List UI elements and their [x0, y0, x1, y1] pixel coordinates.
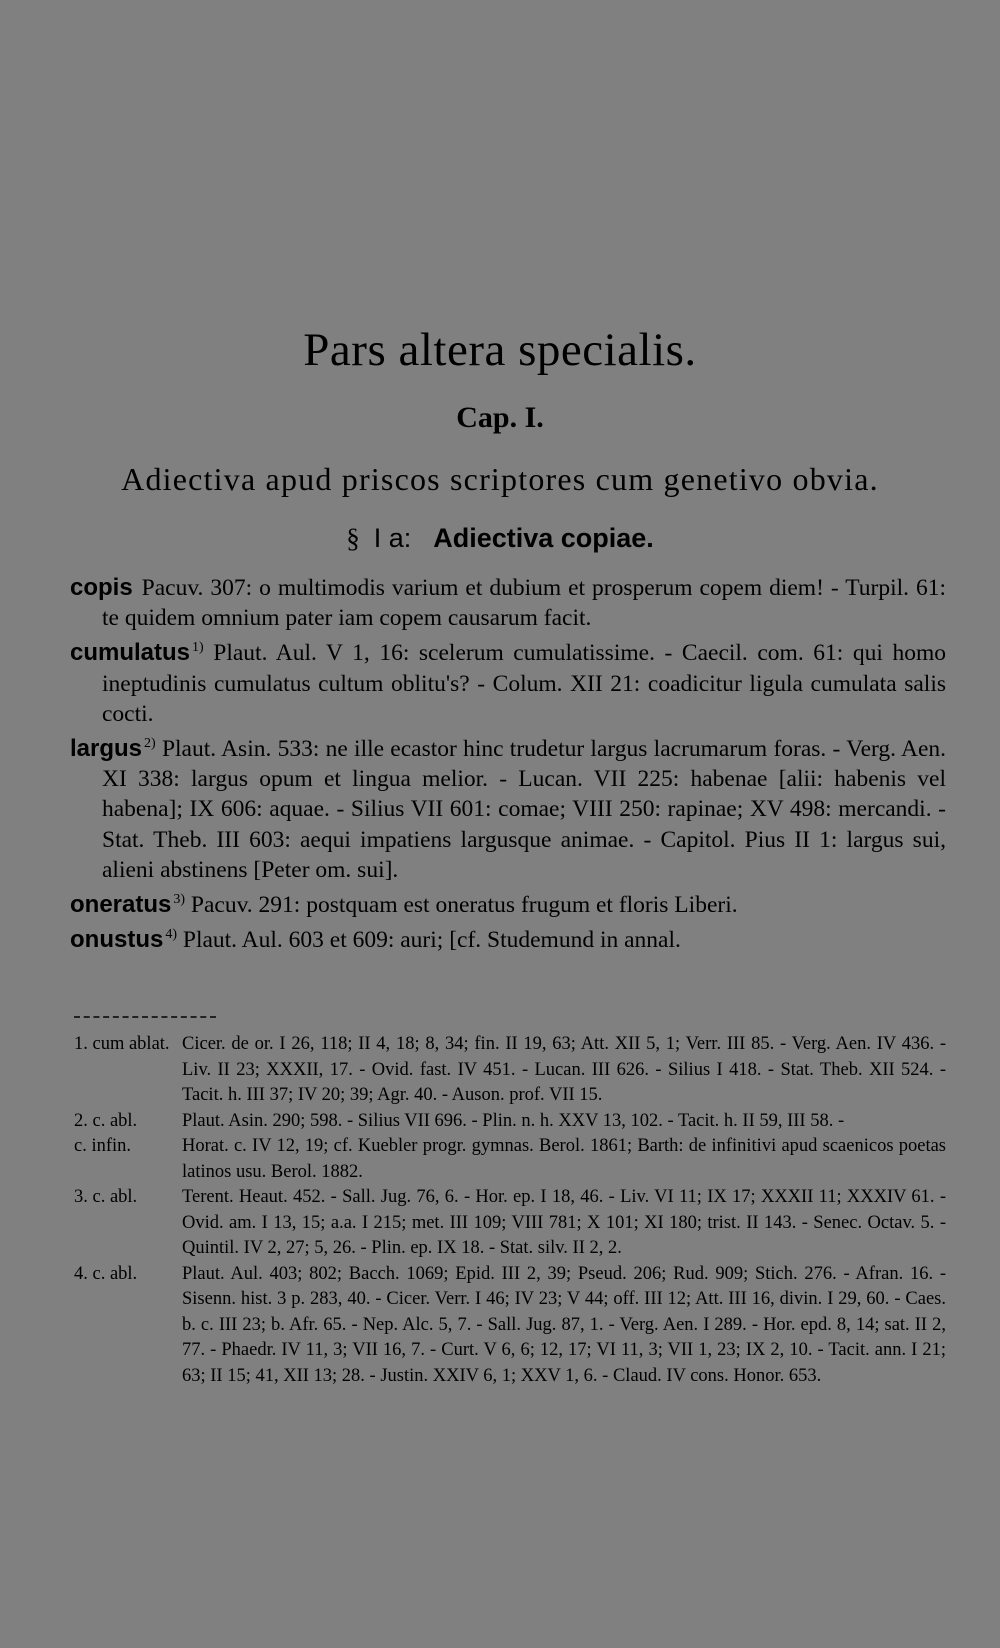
entry-text: Plaut. Aul. V 1, 16: scelerum cumulatissime. - Caecil. com. 61: qui homo ineptudinis cumulatus cultum oblitu's? - Colum. XII 21: coadicitur ligula cumulata salis cocti.: [102, 640, 947, 727]
entry-copis: [70, 568, 946, 633]
entry-list: [70, 568, 946, 955]
footnote-ref: 4): [165, 927, 177, 943]
entry-text: Pacuv. 291: postquam est oneratus frugum et floris Liberi.: [190, 892, 738, 919]
entry-text: Plaut. Aul. 603 et 609: auri; [cf. Studemund in annal.: [182, 927, 681, 954]
footnote-ref: 1): [192, 640, 204, 656]
footnote-2-infin: [74, 1134, 946, 1185]
footnote-text: Horat. c. IV 12, 19; cf. Kuebler progr. gymnas. Berol. 1861; Barth: de infinitivi apud scaenicos poetas latinos usu. Berol. 1882.: [182, 1136, 946, 1182]
footnote-2: [74, 1109, 946, 1135]
footnote-label: 4. c. abl.: [74, 1263, 138, 1284]
footnote-ref: 3): [173, 892, 186, 908]
section-title: Adiectiva copiae.: [433, 523, 654, 553]
entry-largus: [70, 729, 946, 885]
footnote-divider: [74, 1016, 216, 1018]
section-label: I a:: [373, 523, 412, 553]
headword: onustus: [70, 926, 164, 954]
entry-text: Plaut. Asin. 533: ne ille ecastor hinc trudetur largus lacrumarum foras. - Verg. Aen. XI 338: largus opum et lingua melior. - Lucan. VII 225: habenae [alii: habenis vel habena]; IX 606: aquae. - Silius VII 601: comae; VIII 250: rapinae; XV 498: mercandi. - Stat. Theb. III 603: aequi impatiens largusque animae. - Capitol. Pius II 1: largus sui, alieni abstinens [Peter om. sui].: [102, 736, 946, 883]
footnote-label: 1. cum ablat.: [74, 1034, 170, 1054]
headword: oneratus: [70, 891, 172, 919]
footnote-list: [74, 1032, 946, 1389]
chapter-subtitle: Adiectiva apud priscos scriptores cum genetivo obvia.: [121, 461, 879, 497]
page-title: Pars altera specialis.: [303, 324, 697, 376]
footnote-text: Plaut. Aul. 403; 802; Bacch. 1069; Epid. III 2, 39; Pseud. 206; Rud. 909; Stich. 276. - Afran. 16. - Sisenn. hist. 3 p. 283, 40. - Cicer. Verr. I 46; IV 23; V 44; off. III 12; Att. III 16, divin. I 29, 60. - Caes. b. c. III 23; b. Afr. 65. - Nep. Alc. 5, 7. - Sall. Jug. 87, 1. - Verg. Aen. I 289. - Hor. epd. 8, 14; sat. II 2, 77. - Phaedr. IV 11, 3; VII 16, 7. - Curt. V 6, 6; 12, 17; VI 11, 3; VII 1, 23; IX 2, 10. - Tacit. ann. I 21; 63; II 15; 41, XII 13; 28. - Justin. XXIV 6, 1; XXV 1, 6. - Claud. IV cons. Honor. 653.: [182, 1263, 946, 1386]
entry-oneratus: [70, 885, 946, 920]
footnote-1: [74, 1032, 946, 1109]
headword: copis: [70, 574, 133, 601]
footnote-label: 2. c. abl.: [74, 1110, 138, 1131]
headword: largus: [70, 735, 143, 763]
footnote-text: Cicer. de or. I 26, 118; II 4, 18; 8, 34; fin. II 19, 63; Att. XII 5, 1; Verr. III 85. - Verg. Aen. IV 436. - Liv. II 23; XXXII, 17. - Ovid. fast. IV 451. - Lucan. III 626. - Silius I 418. - Stat. Theb. XII 524. - Tacit. h. III 37; IV 20; 39; Agr. 40. - Auson. prof. VII 15.: [182, 1034, 946, 1105]
entry-text: Pacuv. 307: o multimodis varium et dubium et prosperum copem diem! - Turpil. 61: te quidem omnium pater iam copem causarum facit.: [102, 575, 946, 632]
footnote-3: [74, 1185, 946, 1262]
chapter-heading: Cap. I.: [456, 401, 544, 434]
footnote-label: 3. c. abl.: [74, 1187, 138, 1207]
entry-cumulatus: [70, 633, 946, 729]
section-sign: §: [346, 523, 360, 553]
footnote-text: Plaut. Asin. 290; 598. - Silius VII 696. - Plin. n. h. XXV 13, 102. - Tacit. h. II 59, III 58. -: [182, 1110, 845, 1131]
entry-onustus: [70, 920, 946, 955]
footnote-text: Terent. Heaut. 452. - Sall. Jug. 76, 6. - Hor. ep. I 18, 46. - Liv. VI 11; IX 17; XXXII 11; XXXIV 61. - Ovid. am. I 13, 15; a.a. I 215; met. III 109; VIII 781; X 101; XI 180; trist. II 143. - Senec. Octav. 5. - Quintil. IV 2, 27; 5, 26. - Plin. ep. IX 18. - Stat. silv. II 2, 2.: [182, 1187, 946, 1258]
footnote-ref: 2): [144, 736, 156, 752]
footnote-4: [74, 1262, 946, 1390]
headword: cumulatus: [70, 639, 191, 667]
section-heading: [0, 520, 1000, 556]
footnote-label: c. infin.: [74, 1136, 132, 1156]
